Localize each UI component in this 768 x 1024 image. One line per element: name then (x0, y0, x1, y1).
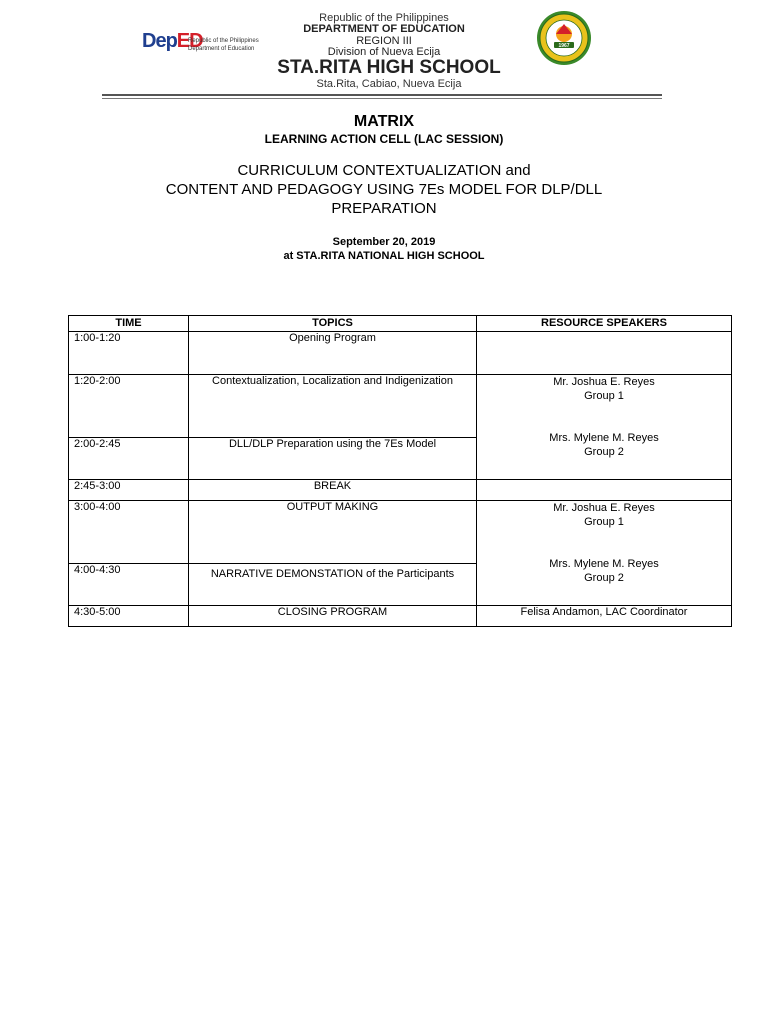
header-region: REGION III (356, 35, 412, 47)
row-topic: NARRATIVE DEMONSTATION of the Participants (189, 564, 477, 606)
header-time: TIME (69, 316, 189, 332)
row-time: 3:00-4:00 (69, 501, 189, 564)
document-title: MATRIX (353, 113, 415, 130)
row-topic: CLOSING PROGRAM (189, 606, 477, 627)
lac-matrix-table (68, 315, 732, 627)
row-speaker: Mr. Joshua E. Reyes Group 1 Mrs. Mylene M. Reyes Group 2 (477, 501, 732, 606)
session-date: September 20, 2019 (332, 236, 436, 248)
row-speaker (477, 480, 732, 501)
row-time: 4:30-5:00 (69, 606, 189, 627)
school-name: STA.RITA HIGH SCHOOL (277, 57, 501, 78)
header-resource-speakers: RESOURCE SPEAKERS (477, 316, 732, 332)
seal-year: 1967 (558, 43, 570, 49)
header-republic: Republic of the Philippines (319, 12, 449, 24)
table-header-row (69, 316, 732, 332)
row-topic: Opening Program (189, 332, 477, 375)
deped-logo (142, 30, 259, 62)
table-row (69, 606, 732, 627)
header-division: Division of Nueva Ecija (327, 46, 441, 58)
row-time: 1:20-2:00 (69, 375, 189, 438)
document-subtitle: LEARNING ACTION CELL (LAC SESSION) (264, 132, 504, 146)
school-seal-icon (530, 10, 598, 66)
table-row (69, 332, 732, 375)
row-time: 2:45-3:00 (69, 480, 189, 501)
row-speaker: Felisa Andamon, LAC Coordinator (477, 606, 732, 627)
header-department: DEPARTMENT OF EDUCATION (303, 23, 465, 35)
school-address: Sta.Rita, Cabiao, Nueva Ecija (316, 78, 462, 90)
header-topics: TOPICS (189, 316, 477, 332)
header-divider-thin (102, 98, 662, 99)
row-speaker: Mr. Joshua E. Reyes Group 1 Mrs. Mylene M. Reyes Group 2 (477, 375, 732, 480)
deped-logo-caption: Republic of the Philippines Department of Education (188, 38, 259, 52)
session-venue: at STA.RITA NATIONAL HIGH SCHOOL (283, 250, 485, 262)
table-row (69, 501, 732, 564)
row-topic: Contextualization, Localization and Indigenization (189, 375, 477, 438)
table-row (69, 480, 732, 501)
row-speaker (477, 332, 732, 375)
row-topic: OUTPUT MAKING (189, 501, 477, 564)
row-topic: DLL/DLP Preparation using the 7Es Model (189, 438, 477, 480)
header-divider (102, 94, 662, 96)
row-time: 1:00-1:20 (69, 332, 189, 375)
deped-logo-mark: DepED (142, 30, 203, 52)
row-time: 2:00-2:45 (69, 438, 189, 480)
table-row (69, 375, 732, 438)
row-time: 4:00-4:30 (69, 564, 189, 606)
row-topic: BREAK (189, 480, 477, 501)
session-topic-title: CURRICULUM CONTEXTUALIZATION and CONTENT AND PEDAGOGY USING 7Es MODEL FOR DLP/DLL PREPARATION (165, 162, 603, 217)
